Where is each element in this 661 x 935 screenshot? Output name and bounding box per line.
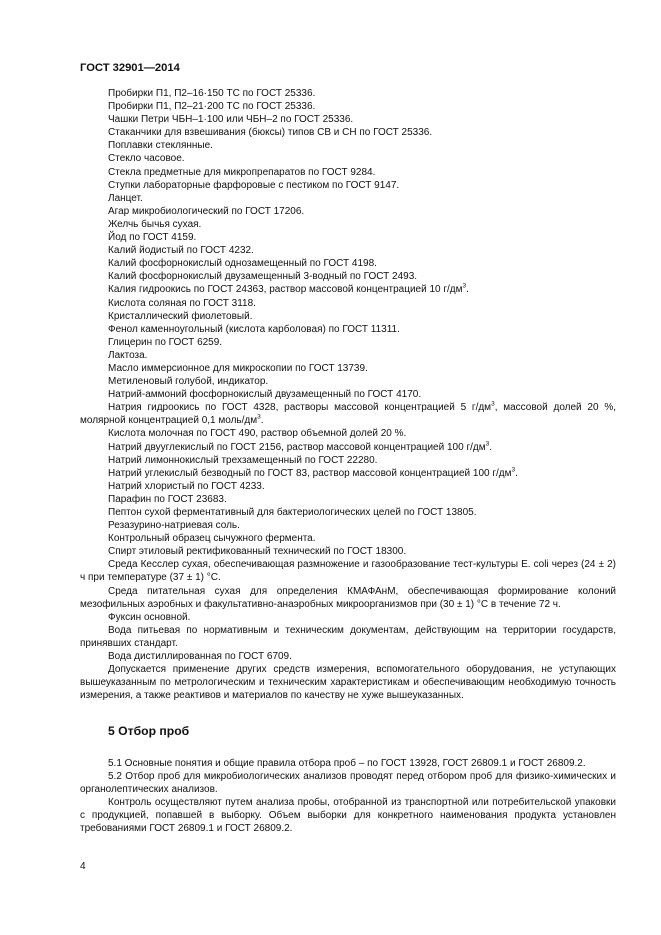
list-item: Фенол каменноугольный (кислота карболовая) по ГОСТ 11311. <box>108 323 400 335</box>
superscript: 3 <box>491 400 495 408</box>
paragraph: Среда питательная сухая для определения КМАФАнМ, обеспечивающая формирование колоний мезофильных аэробных и факультативно-анаэробных микроорганизмов при (30 ± 1) °С в течение 72 ч. <box>80 585 616 610</box>
list-item: Масло иммерсионное для микроскопии по ГОСТ 13739. <box>108 362 368 374</box>
superscript: 3 <box>462 283 467 291</box>
section-heading: 5 Отбор проб <box>108 724 190 739</box>
list-item: Кислота соляная по ГОСТ 3118. <box>108 297 256 309</box>
list-item: Кристаллический фиолетовый. <box>108 310 253 322</box>
paragraph: Вода дистиллированная по ГОСТ 6709. <box>108 651 292 663</box>
list-item: Желчь бычья сухая. <box>108 218 202 230</box>
list-item: Натрий-аммоний фосфорнокислый двузамещенный по ГОСТ 4170. <box>108 389 422 401</box>
paragraph: Фуксин основной. <box>108 611 191 623</box>
list-item: Натрия гидроокись по ГОСТ 4328, растворы массовой концентрацией 5 $г/дм^3$, массовой долей 20 %, молярной концентрацией 0,1 моль/$дм^3$. <box>80 400 616 427</box>
list-item: Пептон сухой ферментативный для бактериологических целей по ГОСТ 13805. <box>108 507 477 518</box>
list-item: Натрий углекислый безводный по ГОСТ 83, раствор массовой концентрацией 100 $г/дм^3$. <box>108 466 518 479</box>
superscript: 3 <box>511 466 516 474</box>
page-body <box>80 87 616 835</box>
list-item: Калий фосфорнокислый двузамещенный 3-водный по ГОСТ 2493. <box>108 271 418 283</box>
paragraph-block <box>80 558 616 702</box>
list-item: Стаканчики для взвешивания (бюксы) типов СВ и СН по ГОСТ 25336. <box>108 127 433 139</box>
superscript: 3 <box>257 414 261 422</box>
list-item: Калия гидроокись по ГОСТ 24363, раствор массовой концентрацией 10 $г/дм^3$. <box>108 283 469 296</box>
list-item: Резазурино-натриевая соль. <box>108 520 240 532</box>
paragraph: Допускается применение других средств измерения, вспомогательного оборудования, не уступающих вышеуказанным по метрологическим и техническим характеристикам и обеспечивающим необходимую точность измерения, а также реактивов и материалов по качеству не хуже вышеуказанных. <box>80 664 616 702</box>
paragraph: Среда Кесслер сухая, обеспечивающая размножение и газообразование тест-культуры E. coli через (24 ± 2) ч при температуре (37 ± 1) °С. <box>80 559 616 584</box>
list-item: Кислота молочная по ГОСТ 490, раствор объемной долей 20 %. <box>108 428 407 440</box>
list-item: Метиленовый голубой, индикатор. <box>108 376 269 388</box>
list-item: Пробирки П1, П2–21·200 ТС по ГОСТ 25336. <box>108 101 316 113</box>
list-item: Лактоза. <box>108 349 148 361</box>
list-item-text: Натрия гидроокись по ГОСТ 4328, растворы массовой концентрацией 5 г/дм <box>108 402 492 414</box>
paragraph: 5.2 Отбор проб для микробиологических анализов проводят перед отбором проб для физико-химических и органолептических анализов. <box>80 770 616 795</box>
list-item: Натрий лимоннокислый трехзамещенный по ГОСТ 22280. <box>108 454 378 466</box>
list-item-text: Калия гидроокись по ГОСТ 24363, раствор массовой концентрацией 10 г/дм <box>108 284 463 296</box>
list-item: Агар микробиологический по ГОСТ 17206. <box>108 205 305 217</box>
superscript: 3 <box>485 440 490 448</box>
equipment-list <box>80 87 616 401</box>
list-item: Стекло часовое. <box>108 153 185 165</box>
page-number: 4 <box>80 861 86 872</box>
list-item: Поплавки стеклянные. <box>108 140 213 152</box>
list-item-text: Натрий двууглекислый по ГОСТ 2156, раствор массовой концентрацией 100 г/дм <box>108 441 486 453</box>
naoh-paragraph-block <box>80 401 616 427</box>
list-item: Глицерин по ГОСТ 6259. <box>108 336 223 348</box>
paragraph: Вода питьевая по нормативным и техническим документам, действующим на территории государств, принявших стандарт. <box>80 624 616 649</box>
list-item: Контрольный образец сычужного фермента. <box>108 533 316 545</box>
list-item: Йод по ГОСТ 4159. <box>108 232 197 244</box>
paragraph: Контроль осуществляют путем анализа пробы, отобранной из транспортной или потребительской упаковки с продукцией, попавшей в выборку. Объем выборки для конкретного наименования продукта установлен требованиями ГОСТ 26809.1 и ГОСТ 26809.2. <box>80 796 616 834</box>
list-item: Парафин по ГОСТ 23683. <box>108 493 227 505</box>
list-item-text: , массовой долей 20 %, молярной концентрацией 0,1 моль/дм <box>80 402 616 427</box>
list-item: Пробирки П1, П2–16·150 ТС по ГОСТ 25336. <box>108 88 316 99</box>
paragraph: 5.1 Основные понятия и общие правила отбора проб – по ГОСТ 13928, ГОСТ 26809.1 и ГОСТ 26809.2. <box>108 757 586 769</box>
list-item-text: Натрий углекислый безводный по ГОСТ 83, раствор массовой концентрацией 100 г/дм <box>108 467 512 479</box>
list-item: Стекла предметные для микропрепаратов по ГОСТ 9284. <box>108 166 376 178</box>
list-item: Чашки Петри ЧБН–1·100 или ЧБН–2 по ГОСТ 25336. <box>108 114 354 126</box>
list-item: Калий йодистый по ГОСТ 4232. <box>108 245 254 257</box>
list-item: Спирт этиловый ректификованный технический по ГОСТ 18300. <box>108 546 407 558</box>
list-item: Ступки лабораторные фарфоровые с пестиком по ГОСТ 9147. <box>108 179 400 191</box>
list-item: Натрий двууглекислый по ГОСТ 2156, раствор массовой концентрацией 100 $г/дм^3$. <box>108 440 492 453</box>
list-item: Натрий хлористый по ГОСТ 4233. <box>108 480 265 492</box>
document-header: ГОСТ 32901—2014 <box>80 62 180 74</box>
list-item: Ланцет. <box>108 192 143 204</box>
list-item: Калий фосфорнокислый однозамещенный по ГОСТ 4198. <box>108 258 377 270</box>
reagent-list <box>80 427 616 558</box>
section-body <box>80 757 616 836</box>
